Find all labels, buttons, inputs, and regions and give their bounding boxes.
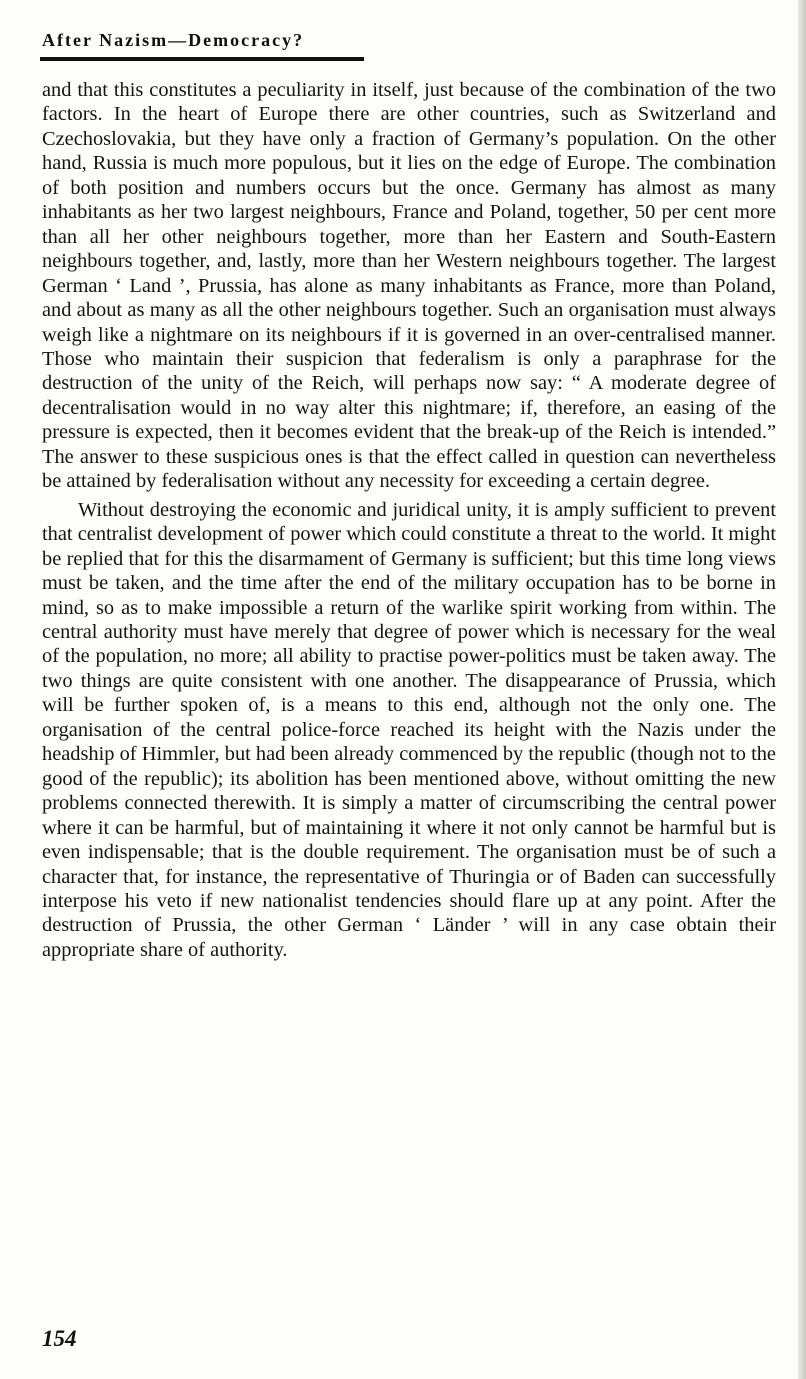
paragraph-1: and that this constitutes a peculiarity in itself, just because of the combination of the two factors. In the heart of Europe there are other countries, such as Switzerland and Czechoslovakia, but they have only a fraction of Germany’s population. On the other hand, Russia is much more populous, but it lies on the edge of Europe. The combination of both position and numbers occurs but the once. Germany has almost as many inhabitants as her two largest neighbours, France and Poland, together, 50 per cent more than all her other neighbours together, more than her Eastern and South-Eastern neighbours together, and, lastly, more than her Western neighbours together. The largest German ‘ Land ’, Prussia, has alone as many inhabitants as France, more than Poland, and about as many as all the other neighbours together. Such an organisation must always weigh like a nightmare on its neighbours if it is governed in an over-centralised manner. Those who maintain their suspicion that federalism is only a paraphrase for the destruction of the unity of the Reich, will perhaps now say: “ A moderate degree of decentralisation would in no way alter this nightmare; if, therefore, an easing of the pressure is expected, then it becomes evident that the break-up of the Reich is intended.” The answer to these suspicious ones is that the effect called in question can nevertheless be attained by federalisation without any necessity for exceeding a certain degree. xyxy=(42,79,776,493)
paragraph-2: Without destroying the economic and juridical unity, it is amply sufficient to prevent that centralist development of power which could constitute a threat to the world. It might be replied that for this the disarmament of Germany is sufficient; but this time long views must be taken, and the time after the end of the military occupation has to be borne in mind, so as to make impossible a return of the warlike spirit working from within. The central authority must have merely that degree of power which is necessary for the weal of the population, no more; all ability to practise power-politics must be taken away. The two things are quite consistent with one another. The disappearance of Prussia, which will be further spoken of, is a means to this end, although not the only one. The organisation of the central police-force reached its height with the Nazis under the headship of Himmler, but had been already commenced by the republic (though not to the good of the republic); its abolition has been mentioned above, without omitting the new problems connected therewith. It is simply a matter of circumscribing the central power where it can be harmful, but of maintaining it where it not only cannot be harmful but is even indispensable; that is the double requirement. The organisation must be of such a character that, for instance, the representative of Thuringia or of Baden can successfully interpose his veto if new nationalist tendencies should flare up at any point. After the destruction of Prussia, the other German ‘ Länder ’ will in any case obtain their appropriate share of authority. xyxy=(42,498,776,961)
header-rule xyxy=(40,57,364,61)
body-text xyxy=(42,78,776,962)
page-edge-shadow xyxy=(798,0,806,1379)
running-head: After Nazism—Democracy? xyxy=(42,30,305,50)
page-number: 154 xyxy=(42,1326,77,1351)
